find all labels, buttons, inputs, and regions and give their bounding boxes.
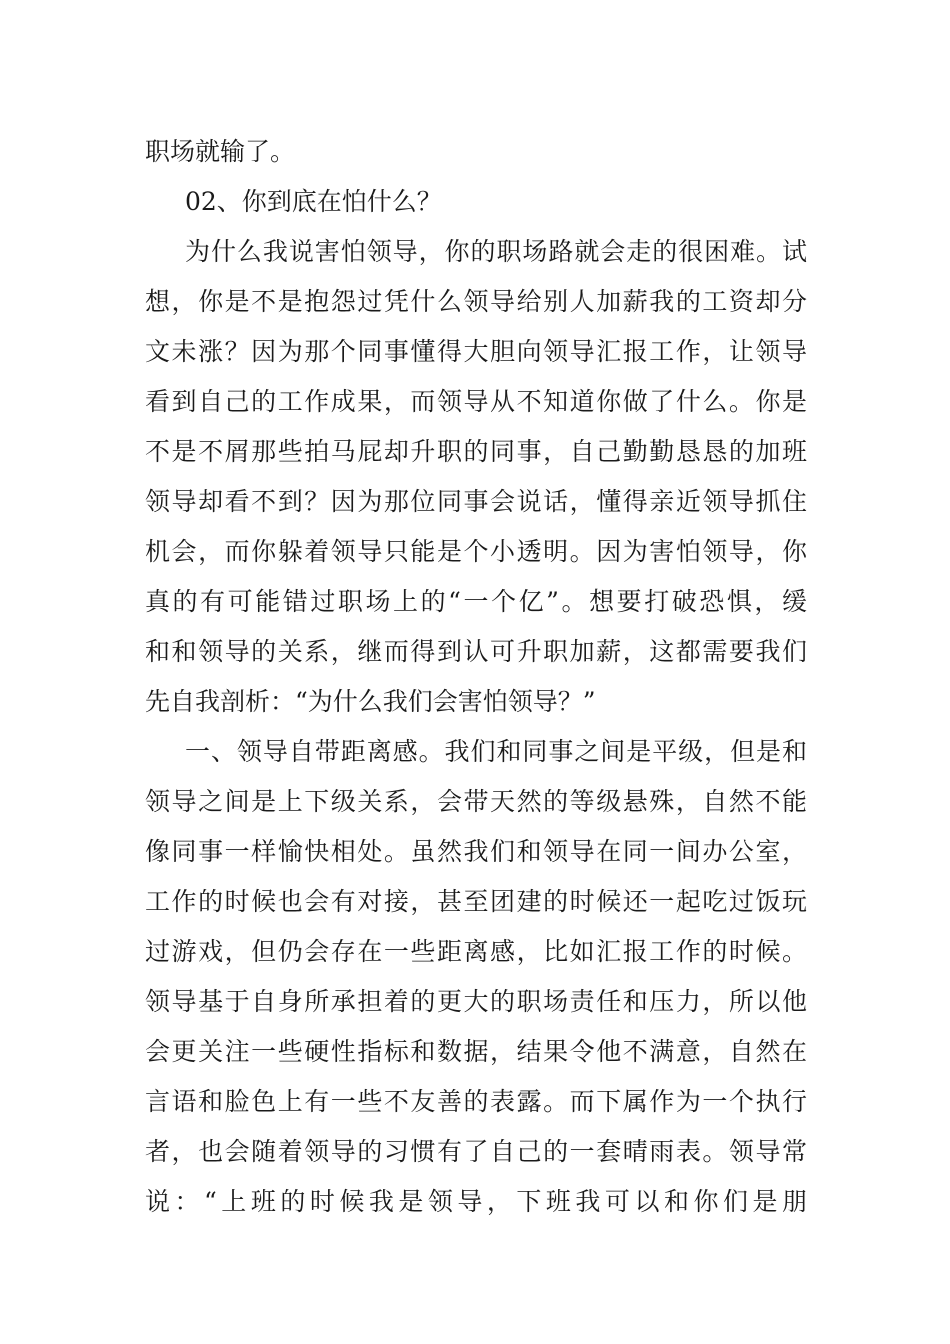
text-line: 会更关注一些硬性指标和数据，结果令他不满意，自然在: [145, 1037, 807, 1066]
text-line: 为什么我说害怕领导，你的职场路就会走的很困难。试: [185, 237, 807, 266]
text-line: 工作的时候也会有对接，甚至团建的时候还一起吃过饭玩: [145, 887, 807, 916]
text-line: 职场就输了。: [145, 137, 296, 166]
text-line: 看到自己的工作成果，而领导从不知道你做了什么。你是: [145, 387, 807, 416]
text-line: 像同事一样愉快相处。虽然我们和领导在同一间办公室，: [145, 837, 807, 866]
text-line: 机会，而你躲着领导只能是个小透明。因为害怕领导，你: [145, 537, 807, 566]
text-line: 说：“上班的时候我是领导，下班我可以和你们是朋: [145, 1187, 807, 1216]
text-line: 真的有可能错过职场上的“一个亿”。想要打破恐惧，缓: [145, 587, 807, 616]
text-line: 不是不屑那些拍马屁却升职的同事，自己勤勤恳恳的加班: [145, 437, 807, 466]
body-text: [145, 127, 807, 1227]
text-line: 想，你是不是抱怨过凭什么领导给别人加薪我的工资却分: [145, 287, 807, 316]
text-line: 和和领导的关系，继而得到认可升职加薪，这都需要我们: [145, 637, 807, 666]
text-line: 一、领导自带距离感。我们和同事之间是平级，但是和: [185, 737, 807, 766]
text-line: 过游戏，但仍会存在一些距离感，比如汇报工作的时候。: [145, 937, 807, 966]
text-line: 文未涨？因为那个同事懂得大胆向领导汇报工作，让领导: [145, 337, 807, 366]
text-line: 领导基于自身所承担着的更大的职场责任和压力，所以他: [145, 987, 807, 1016]
text-line: 言语和脸色上有一些不友善的表露。而下属作为一个执行: [145, 1087, 807, 1116]
text-line: 领导之间是上下级关系，会带天然的等级悬殊，自然不能: [145, 787, 807, 816]
section-heading: 02、你到底在怕什么？: [185, 187, 442, 216]
text-line: 领导却看不到？因为那位同事会说话，懂得亲近领导抓住: [145, 487, 807, 516]
text-line: 先自我剖析：“为什么我们会害怕领导？”: [145, 687, 596, 716]
text-line: 者，也会随着领导的习惯有了自己的一套晴雨表。领导常: [145, 1137, 807, 1166]
